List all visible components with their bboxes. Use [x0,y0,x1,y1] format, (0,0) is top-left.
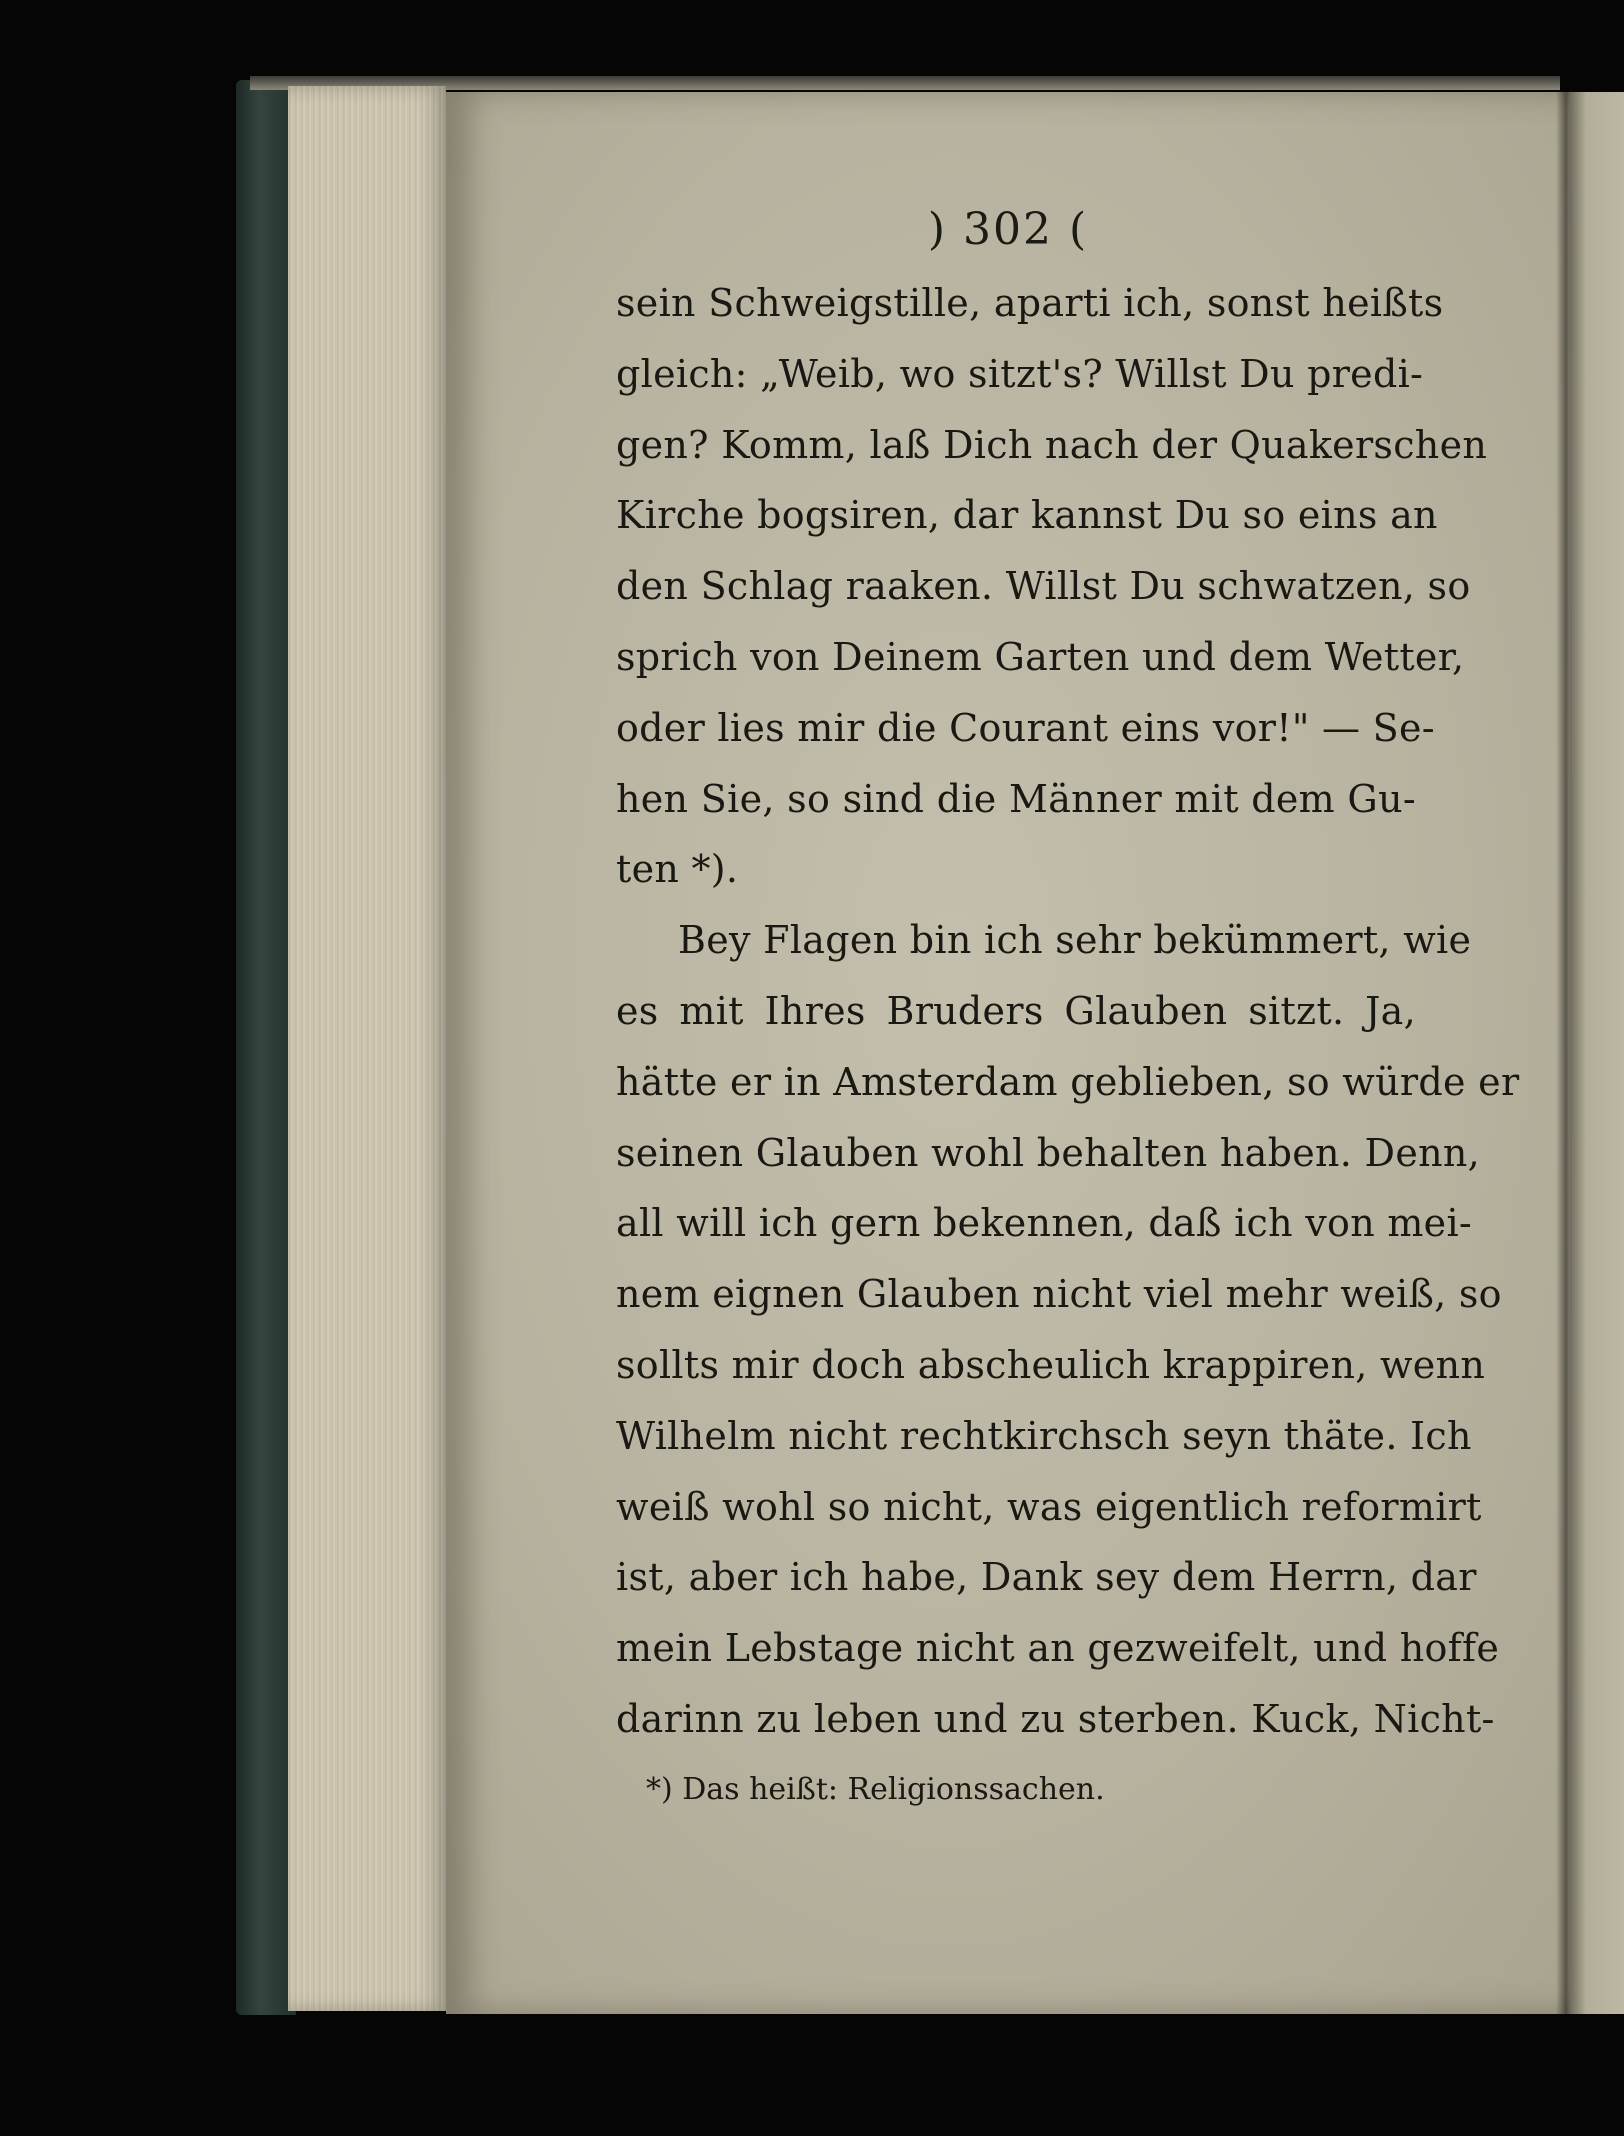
text-line: mein Lebstage nicht an gezweifelt, und hoffe [616,1626,1500,1671]
text-line: sein Schweigstille, aparti ich, sonst heißts [616,281,1444,325]
text-line: weiß wohl so nicht, was eigentlich reformirt [616,1484,1482,1529]
text-line: es mit Ihres Bruders Glauben sitzt. Ja, [616,988,1416,1033]
text-line: ist, aber ich habe, Dank sey dem Herrn, dar [616,1555,1477,1600]
text-line: all will ich gern bekennen, daß ich von mei- [616,1201,1473,1246]
text-line: gen? Komm, laß Dich nach der Quakerschen [616,422,1488,467]
text-line: gleich: „Weib, wo sitzt's? Willst Du predi- [616,351,1424,396]
next-page-edge [1570,92,1624,2014]
page-block-edges [288,86,446,2011]
text-line: ten *). [616,847,739,892]
top-page-edge [250,76,1560,90]
text-line: darinn zu leben und zu sterben. Kuck, Nicht- [616,1696,1495,1741]
text-line: Kirche bogsiren, dar kannst Du so eins an [616,493,1438,538]
body-text [616,268,1520,1755]
text-line: sprich von Deinem Garten und dem Wetter, [616,634,1465,679]
book-spine [236,80,296,2015]
text-line: Bey Flagen bin ich sehr bekümmert, wie [678,918,1472,963]
text-line: nem eignen Glauben nicht viel mehr weiß, so [616,1272,1502,1317]
text-line: sollts mir doch abscheulich krappiren, wenn [616,1342,1486,1387]
text-line: hätte er in Amsterdam geblieben, so würde er [616,1059,1520,1104]
book-page [446,92,1570,2014]
text-line: den Schlag raaken. Willst Du schwatzen, so [616,564,1471,609]
text-line: hen Sie, so sind die Männer mit dem Gu- [616,776,1416,821]
text-line: oder lies mir die Courant eins vor!" — Se- [616,705,1435,750]
text-line: seinen Glauben wohl behalten haben. Denn, [616,1130,1481,1175]
page-header: ) 302 ( [927,204,1089,255]
footnote: *) Das heißt: Religionssachen. [646,1772,1105,1807]
text-line: Wilhelm nicht rechtkirchsch seyn thäte. Ich [616,1413,1472,1458]
